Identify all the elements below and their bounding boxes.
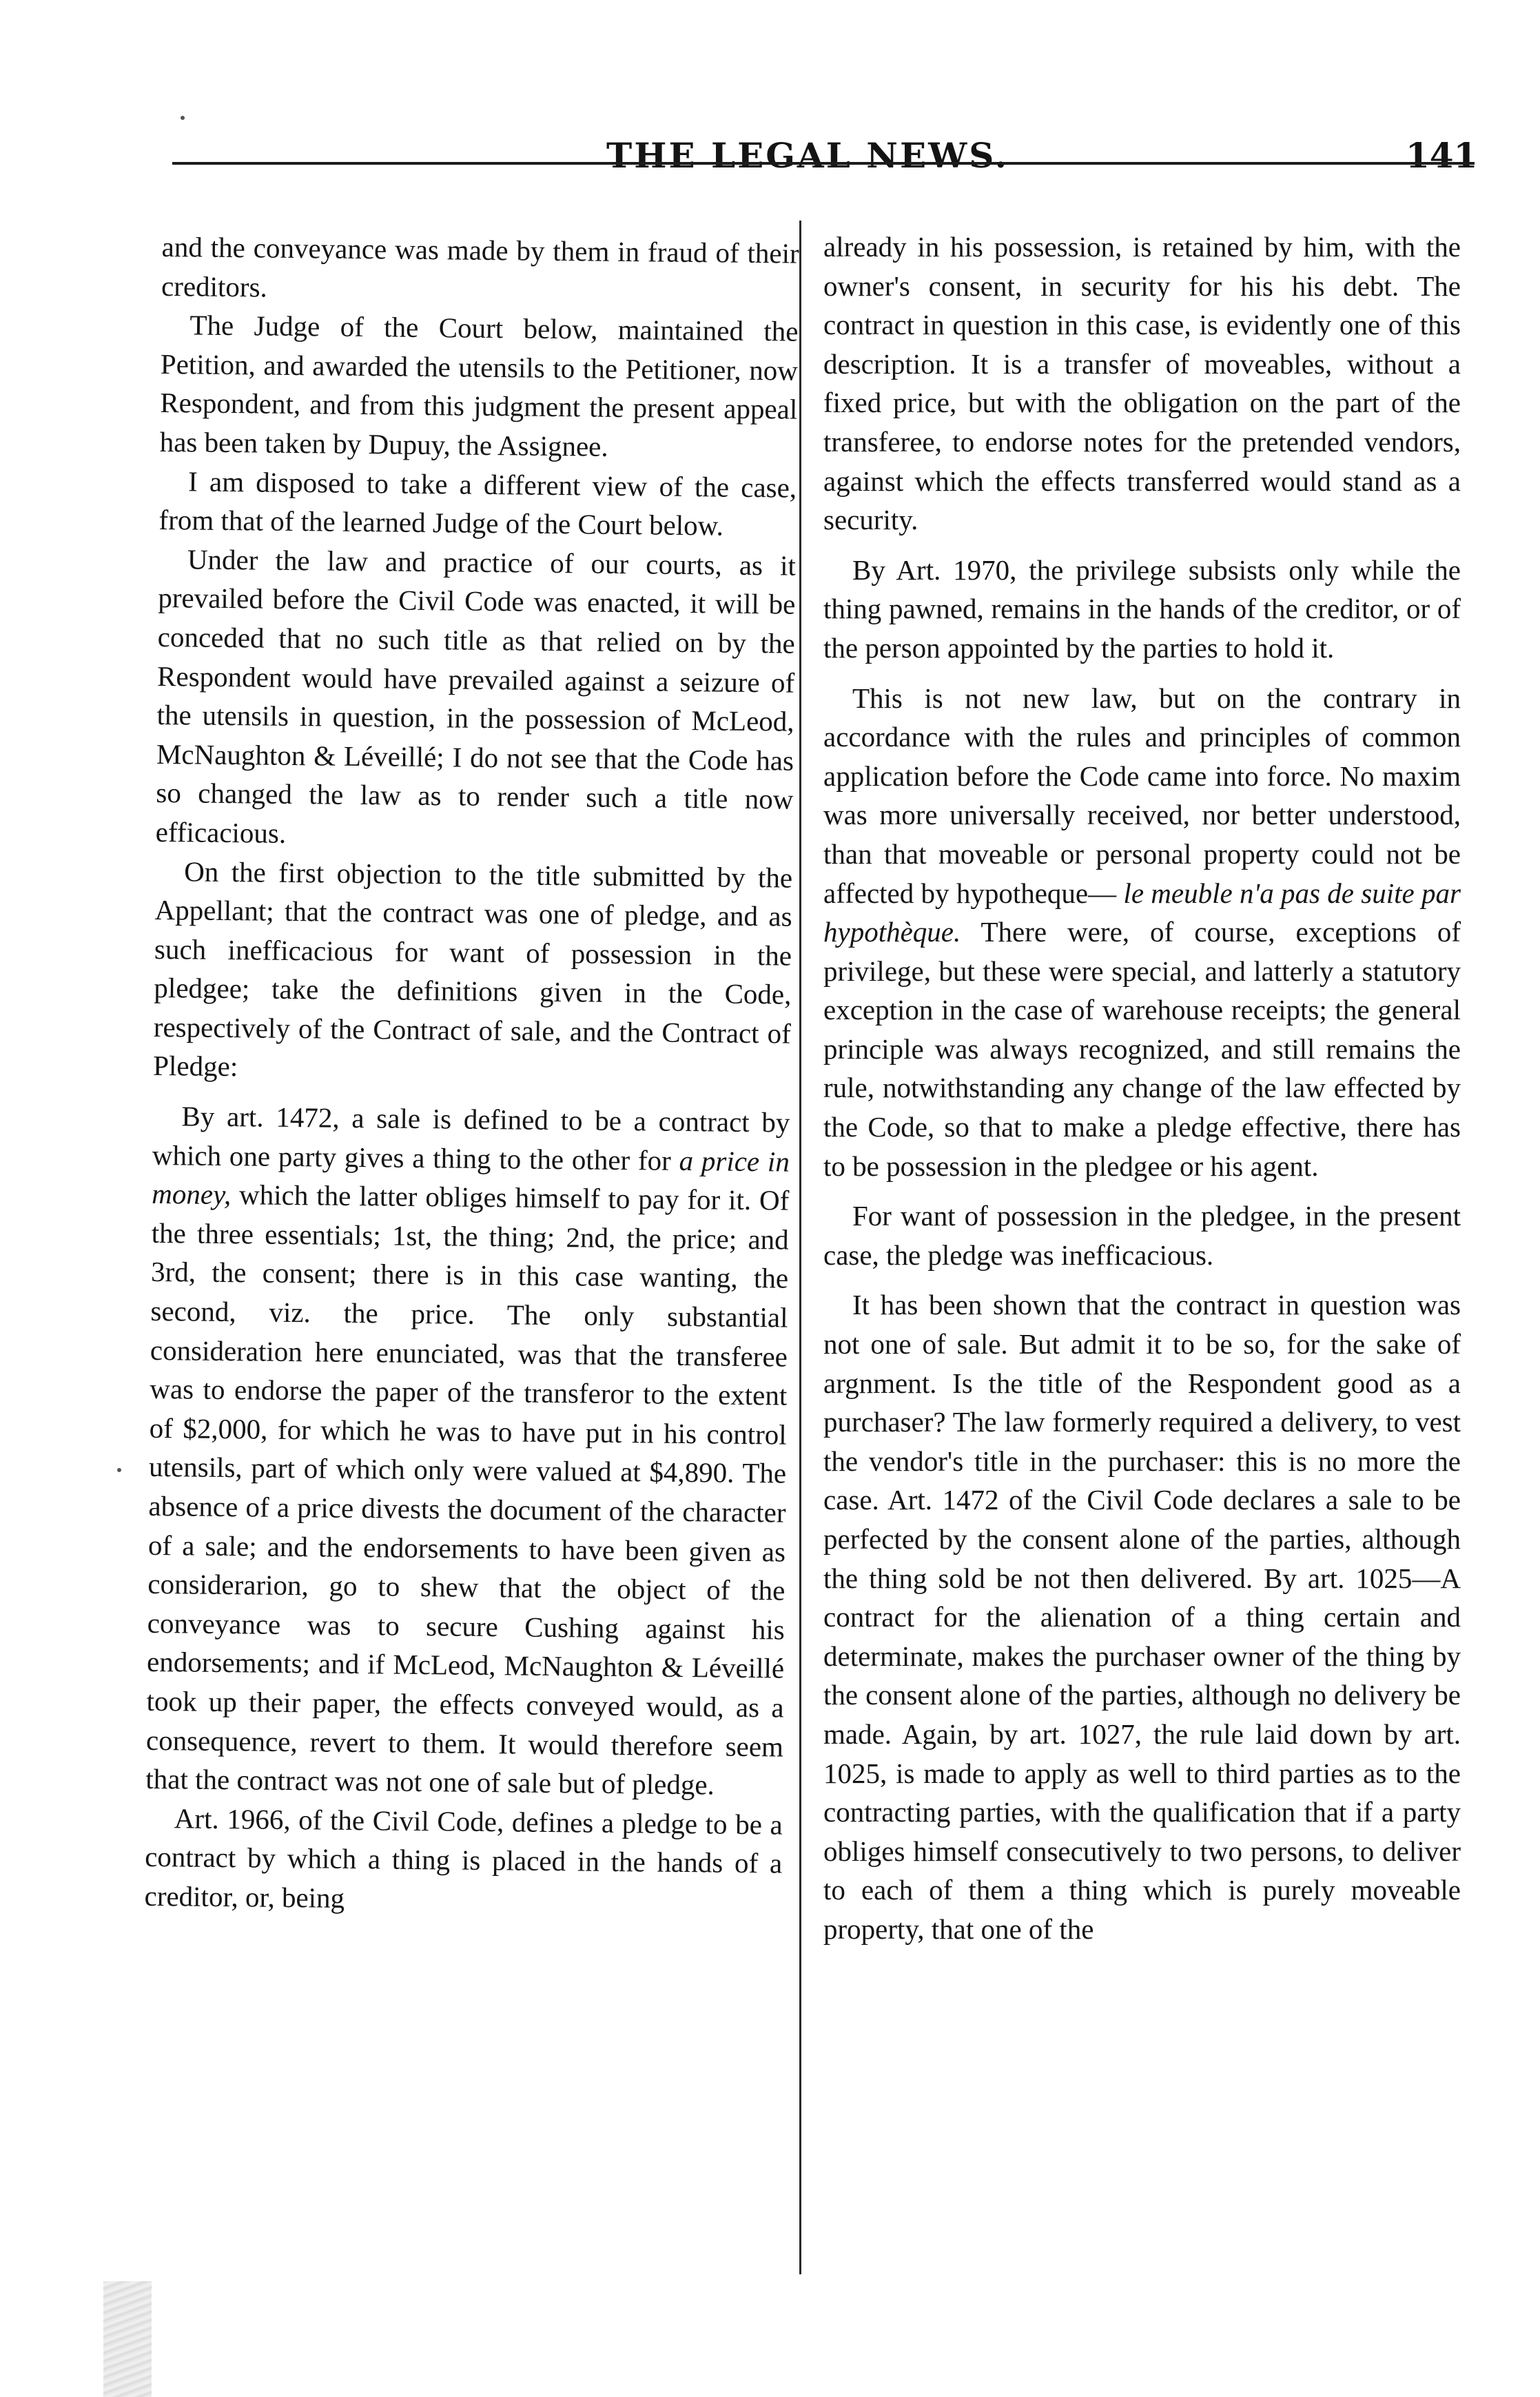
- running-title: THE LEGAL NEWS.: [606, 135, 1009, 176]
- paragraph: [823, 1196, 1461, 1274]
- paragraph-text: The Judge of the Court below, maintained the Petition, and awarded the utensils to the Petitioner, now Respondent, and from this judgment the present appeal has been taken by Dupuy, the Assignee.: [159, 309, 799, 462]
- paragraph: [823, 551, 1461, 668]
- paragraph-text: and the conveyance was made by them in fraud of their creditors.: [161, 230, 799, 303]
- paragraph-text: This is not new law, but on the contrary in accordance with the rules and principles of common application before the Code came into force. No maxim was more universally received, nor better understood, than that moveable or personal property could not be affected by hypotheque—: [823, 682, 1461, 909]
- paragraph: [156, 540, 797, 858]
- paragraph: [823, 1285, 1461, 1948]
- paragraph-italic-text: le meuble n'a pas de suite par hypothèque.: [823, 877, 1461, 948]
- page-edge-stain: [103, 2281, 152, 2397]
- paragraph-text: On the first objection to the title submitted by the Appellant; that the contract was one of pledge, and as such inefficacious for want of possession in the pledgee; take the definitions given in the Code, respectively of the Contract of sale, and the Contract of Pledge:: [153, 855, 793, 1083]
- paragraph-text: which the latter obliges himself to pay for it. Of the three essentials; 1st, the thing; 2nd, the price; and 3rd, the consent; there is in this case wanting, the second, viz. the price. The only substantial consideration here enunciated, was that the transferee was to endorse the paper of the transferor to the extent of $2,000, for which he was to have put in his control utensils, part of which only were valued at $4,890. The absence of a price divests the document of the character of a sale; and the endorsements to have been given as considerarion, go to shew that the object of the conveyance was to secure Cushing against his endorsements; and if McLeod, McNaughton & Léveillé took up their paper, the effects conveyed would, as a consequence, revert to them. It would therefore seem that the contract was not one of sale but of pledge.: [145, 1179, 790, 1801]
- paragraph: [159, 305, 798, 468]
- paragraph-text: Art. 1966, of the Civil Code, defines a pledge to be a contract by which a thing is placed in the hands of a creditor, or, being: [144, 1802, 783, 1914]
- margin-speck: [181, 116, 185, 120]
- paragraph: [823, 679, 1461, 1186]
- paragraph-text: Under the law and practice of our courts, as it prevailed before the Civil Code was enacted, it will be conceded that no such title as that relied on by the Respondent would have prevailed against a seizure of the utensils in question, in the possession of McLeod, McNaughton & Léveillé; I do not see that the Code has so changed the law as to render such a title now efficacious.: [155, 543, 797, 849]
- header-rule: [172, 162, 1475, 165]
- column-divider: [799, 221, 801, 2274]
- right-column: [823, 227, 1461, 1949]
- paragraph-text: By Art. 1970, the privilege subsists only while the thing pawned, remains in the hands of the creditor, or of the person appointed by the parties to hold it.: [823, 553, 1461, 664]
- paragraph-text: I am disposed to take a different view of the case, from that of the learned Judge of the Court below.: [158, 465, 797, 542]
- paragraph-italic-text: a price in money,: [152, 1144, 790, 1211]
- paragraph: [161, 227, 799, 312]
- left-column: [144, 227, 799, 1922]
- margin-speck: [117, 1468, 121, 1472]
- paragraph-text: By art. 1472, a sale is defined to be a contract by which one party gives a thing to the other for: [152, 1100, 790, 1176]
- paragraph-text: There were, of course, exceptions of privilege, but these were special, and latterly a statutory exception in the case of warehouse receipts; the general principle was always recognized, and still remains the rule, notwithstanding any change of the law effected by the Code, so that to make a pledge effective, there has to be possession in the pledgee or his agent.: [823, 916, 1461, 1182]
- paragraph: [158, 462, 797, 547]
- paragraph: [144, 1799, 783, 1922]
- paragraph: [823, 227, 1461, 540]
- page-number: 141: [1406, 135, 1478, 176]
- paragraph-text: For want of possession in the pledgee, in the present case, the pledge was inefficacious.: [823, 1200, 1461, 1271]
- paragraph-text: It has been shown that the contract in question was not one of sale. But admit it to be so, for the sake of argnment. Is the title of the Respondent good as a purchaser? The law formerly required a delivery, to vest the vendor's title in the purchaser: this is no more the case. Art. 1472 of the Civil Code declares a sale to be perfected by the consent alone of the parties, although the thing sold be not then delivered. By art. 1025—A contract for the alienation of a thing certain and determinate, makes the purchaser owner of the thing by the consent alone of the parties, although no delivery be made. Again, by art. 1027, the rule laid down by art. 1025, is made to apply as well to third parties as to the contracting parties, with the qualification that if a party obliges himself consecutively to two persons, to deliver to each of them a thing which is purely moveable property, that one of the: [823, 1289, 1461, 1945]
- paragraph-text: already in his possession, is retained by him, with the owner's consent, in security for his his debt. The contract in question in this case, is evidently one of this description. It is a transfer of moveables, without a fixed price, but with the obligation on the part of the transferee, to endorse notes for the pretended vendors, against which the effects transferred would stand as a security.: [823, 231, 1461, 536]
- paragraph: [153, 851, 793, 1092]
- paragraph: [145, 1096, 790, 1805]
